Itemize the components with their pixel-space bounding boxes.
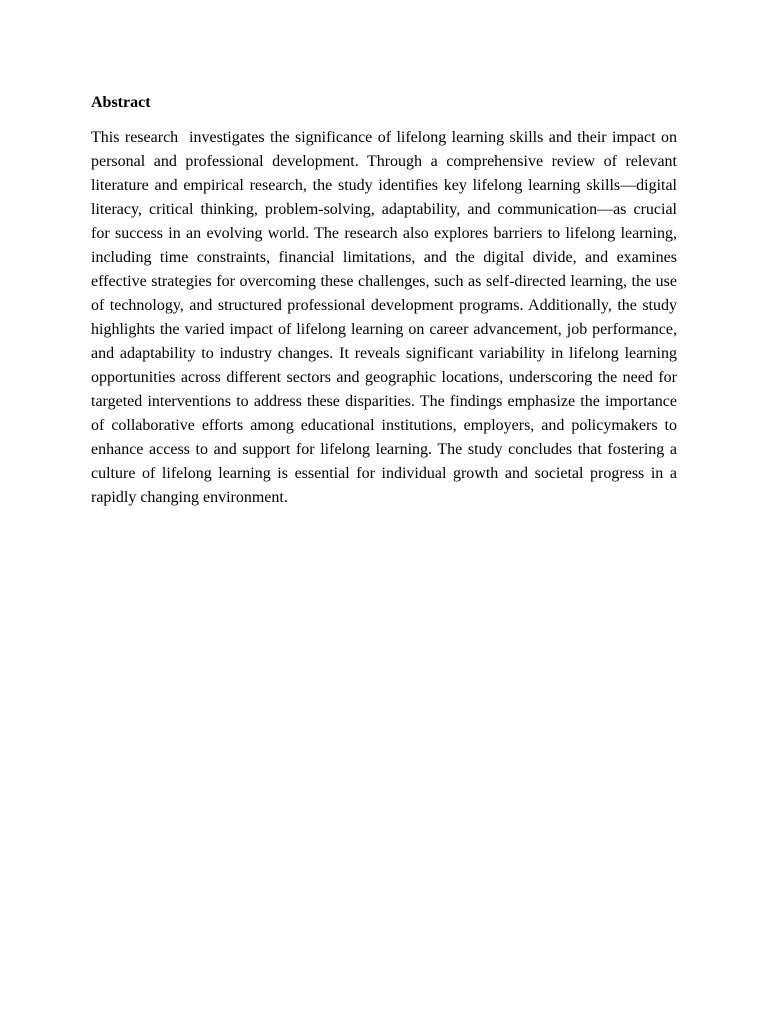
abstract-heading: Abstract <box>91 94 151 111</box>
abstract-body: This research investigates the significance of lifelong learning skills and their impact on personal and professional development. Through a comprehensive review of relevant literature and empirical research, the study identifies key lifelong learning skills—digital literacy, critical thinking, problem-solving, adaptability, and communication—as crucial for success in an evolving world. The research also explores barriers to lifelong learning, including time constraints, financial limitations, and the digital divide, and examines effective strategies for overcoming these challenges, such as self-directed learning, the use of technology, and structured professional development programs. Additionally, the study highlights the varied impact of lifelong learning on career advancement, job performance, and adaptability to industry changes. It reveals significant variability in lifelong learning opportunities across different sectors and geographic locations, underscoring the need for targeted interventions to address these disparities. The findings emphasize the importance of collaborative efforts among educational institutions, employers, and policymakers to enhance access to and support for lifelong learning. The study concludes that fostering a culture of lifelong learning is essential for individual growth and societal progress in a rapidly changing environment. <box>91 129 681 506</box>
abstract-section <box>91 93 681 510</box>
